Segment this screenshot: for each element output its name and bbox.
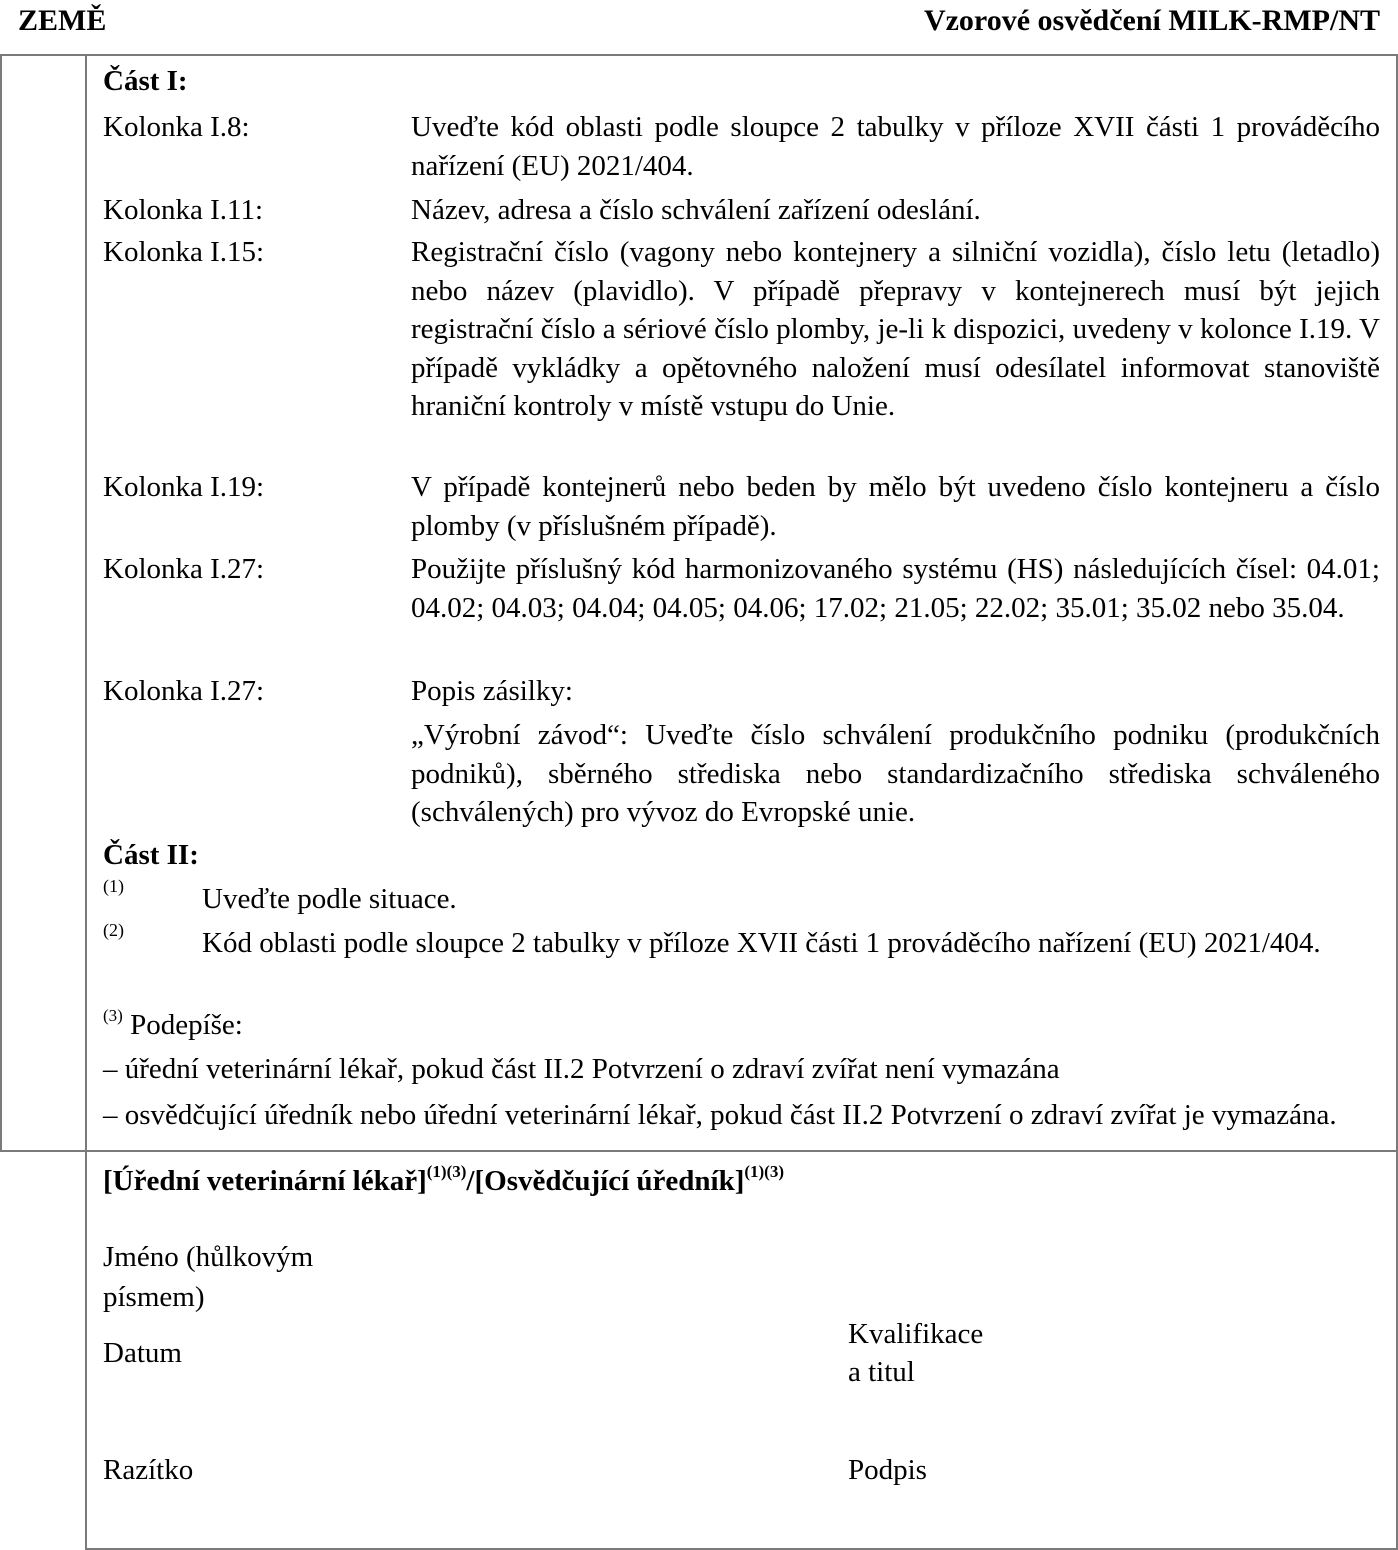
qualification-label-line1: Kvalifikace <box>848 1318 984 1350</box>
signatory-title <box>103 1162 784 1200</box>
box-text: Registrační číslo (vagony nebo kontejnery a silniční vozidla), číslo letu (letadlo) nebo název (plavidlo). V případě přepravy v kontejnerech musí být jejich registrační číslo a sériové číslo plomby, je-li k dispozici, uvedeny v kolonce I.19. V případě vykládky a opětovného naložení musí odesílatel informovat stanoviště hraniční kontroly v místě vstupu do Unie. <box>411 236 1380 422</box>
signatory-ref: (1)(3) <box>426 1162 467 1182</box>
qualification-label-line2: a titul <box>848 1356 915 1388</box>
box-label: Kolonka I.8: <box>103 111 250 143</box>
box-text: Použijte příslušný kód harmonizovaného systému (HS) následujících čísel: 04.01; 04.02; 04.03; 04.04; 04.05; 04.06; 17.02; 21.05; 22.02; 35.01; 35.02 nebo 35.04. <box>411 553 1380 624</box>
part1-title: Část I: <box>103 65 188 97</box>
signatory-vet: [Úřední veterinární lékař] <box>103 1165 427 1197</box>
box-label: Kolonka I.27: <box>103 675 265 707</box>
box-label: Kolonka I.11: <box>103 194 264 226</box>
box-text: V případě kontejnerů nebo beden by mělo být uvedeno číslo kontejneru a číslo plomby (v příslušném případě). <box>411 471 1380 542</box>
note3-line <box>103 1006 243 1044</box>
signatory-officer: [Osvědčující úředník] <box>474 1165 745 1197</box>
signature-label: Podpis <box>848 1454 927 1486</box>
note-text: Uveďte podle situace. <box>202 883 457 915</box>
note-text: Podepíše: <box>130 1009 243 1041</box>
box-text: Název, adresa a číslo schválení zařízení odeslání. <box>411 194 981 226</box>
name-label-line1: Jméno (hůlkovým <box>103 1241 314 1273</box>
header-country: ZEMĚ <box>18 4 107 37</box>
bullet-item: – osvědčující úředník nebo úřední veterinární lékař, pokud část II.2 Potvrzení o zdraví zvířat je vymazána. <box>103 1099 1337 1131</box>
box-text: Popis zásilky: <box>411 675 573 707</box>
note-ref: (1) <box>103 876 124 896</box>
note-ref: (2) <box>103 920 124 940</box>
note-text: Kód oblasti podle sloupce 2 tabulky v příloze XVII části 1 prováděcího nařízení (EU) 2021/404. <box>202 927 1321 959</box>
signatory-ref: (1)(3) <box>744 1162 785 1182</box>
box-extra-text: „Výrobní závod“: Uveďte číslo schválení produkčního podniku (produkčních podniků), sběrného střediska nebo standardizačního střediska schváleného (schválených) pro vývoz do Evropské unie. <box>411 719 1380 828</box>
box-label: Kolonka I.27: <box>103 553 265 585</box>
box-label: Kolonka I.19: <box>103 471 265 503</box>
stamp-label: Razítko <box>103 1454 194 1486</box>
signatory-slash: / <box>466 1165 475 1197</box>
bullet-item: – úřední veterinární lékař, pokud část II.2 Potvrzení o zdraví zvířat není vymazána <box>103 1053 1060 1085</box>
date-label: Datum <box>103 1337 182 1369</box>
signature-top-border <box>85 1150 1398 1152</box>
name-label-line2: písmem) <box>103 1281 205 1313</box>
header-certificate-title: Vzorové osvědčení MILK-RMP/NT <box>923 4 1380 37</box>
part2-title: Část II: <box>103 839 199 871</box>
note-ref: (3) <box>103 1006 123 1026</box>
left-column-divider <box>85 54 87 1550</box>
box-text: Uveďte kód oblasti podle sloupce 2 tabulky v příloze XVII části 1 prováděcího nařízení (EU) 2021/404. <box>411 111 1380 182</box>
box-label: Kolonka I.15: <box>103 236 265 268</box>
